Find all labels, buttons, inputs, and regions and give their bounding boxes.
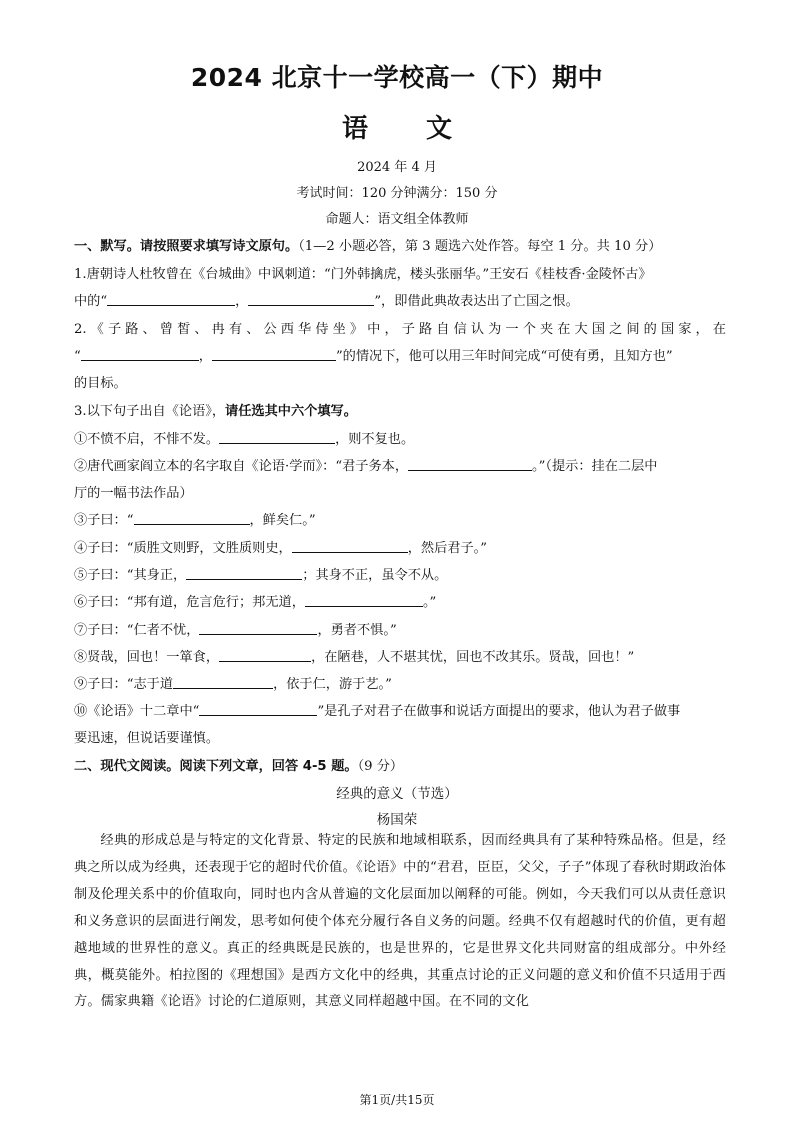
q3-item-10-cont: 要迅速，但说话要谨慎。 [74,731,220,746]
q3-item-6: ⑥子曰：“邦有道，危言危行；邦无道， 。” [74,595,437,610]
q3-item-8: ⑧贤哉，回也！一箪食， ，在陋巷，人不堪其忧，回也不改其乐。贤哉，回也！” [74,650,635,665]
q1-line1: 1.唐朝诗人杜牧曾在《台城曲》中讽刺道：“门外韩擒虎，楼头张丽华。”王安石《桂枝香·金陵怀古》 [74,267,652,282]
answer-blank[interactable] [81,348,199,361]
subject-char-2: 文 [426,114,453,144]
article-author: 杨国荣 [376,812,418,828]
q2-line2: “ ， ”的情况下，他可以用三年时间完成“可使有勇，且知方也” [74,349,673,364]
article-title: 经典的意义（节选） [336,786,458,802]
q3-item-2-cont: 厅的一幅书法作品） [74,486,193,501]
answer-blank[interactable] [248,293,374,306]
answer-blank[interactable] [186,567,302,580]
subject-char-1: 语 [341,114,368,144]
answer-blank[interactable] [199,622,317,635]
q3-item-1: ①不愤不启，不悱不发。 ，则不复也。 [74,432,415,447]
answer-blank[interactable] [219,649,311,662]
subject-heading [0,108,794,145]
q3-item-10: ⑩《论语》十二章中“ ”是孔子对君子在做事和说话方面提出的要求，他认为君子做事 [74,704,681,719]
answer-blank[interactable] [408,458,532,471]
article-body [74,828,726,1028]
answer-blank[interactable] [199,703,317,716]
q2-line1: 2.《子路、曾皙、冉有、公西华侍坐》中，子路自信认为一个夹在大国之间的国家，在 [74,322,726,337]
exam-title: 2024 北京十一学校高一（下）期中 [190,63,604,92]
exam-date: 2024 年 4 月 [357,160,437,175]
exam-info: 考试时间：120 分钟满分：150 分 [296,186,498,201]
section1-heading [74,235,726,254]
q3-item-7: ⑦子曰：“仁者不忧， ，勇者不惧。” [74,623,397,638]
answer-blank[interactable] [305,594,423,607]
section2-heading-bold: 二、现代文阅读。阅读下列文章，回答 4-5 题。 [74,759,358,774]
q3-item-3: ③子曰：“ ，鲜矣仁。” [74,513,316,528]
q3-item-2: ②唐代画家阎立本的名字取自《论语·学而》：“君子务本， 。”（提示：挂在二层中 [74,459,658,474]
section2-heading-rest: （9 分） [357,759,404,774]
article-paragraph: 经典的形成总是与特定的文化背景、特定的民族和地域相联系，因而经典具有了某种特殊品格。但是，经典之所以成为经典，还表现于它的超时代价值。《论语》中的“君君，臣臣，父父，子子”体现了春秋时期政治体制及伦理关系中的价值取向，同时也内含从普遍的文化层面加以阐释的可能。例如，今天我们可以从责任意识和义务意识的层面进行阐发，思考如何使个体充分履行各自义务的问题。经典不仅有超越时代的价值，更有超越地域的世界性的意义。真正的经典既是民族的，也是世界的，它是世界文化共同财富的组成部分。中外经典，概莫能外。柏拉图的《理想国》是西方文化中的经典，其重点讨论的正义问题的意义和价值不只适用于西方。儒家典籍《论语》讨论的仁道原则，其意义同样超越中国。在不同的文化 [74,833,726,1010]
exam-author: 命题人：语文组全体教师 [325,212,469,227]
section1-heading-rest: （1—2 小题必答，第 3 题选六处作答。每空 1 分。共 10 分） [298,239,662,254]
page-number: 第1页/共15页 [359,1093,435,1107]
section1-heading-bold: 一、默写。请按照要求填写诗文原句。 [74,239,299,254]
answer-blank[interactable] [107,293,235,306]
q3-item-5: ⑤子曰：“其身正， ；其身不正，虽令不从。 [74,568,448,583]
q3-item-4: ④子曰：“质胜文则野，文胜质则史， ，然后君子。” [74,541,488,556]
section2-heading [74,755,726,774]
answer-blank[interactable] [134,512,250,525]
answer-blank[interactable] [219,431,335,444]
answer-blank[interactable] [212,348,336,361]
q3-item-9: ⑨子曰：“志于道 ，依于仁，游于艺。” [74,677,392,692]
q2-line3: 的目标。 [74,376,127,391]
answer-blank[interactable] [173,676,273,689]
q1-line2: 中的“ ， ”，即借此典故表达出了亡国之恨。 [74,294,579,309]
q3-instruction: 3.以下句子出自《论语》，请任选其中六个填写。 [74,404,357,419]
answer-blank[interactable] [292,540,408,553]
